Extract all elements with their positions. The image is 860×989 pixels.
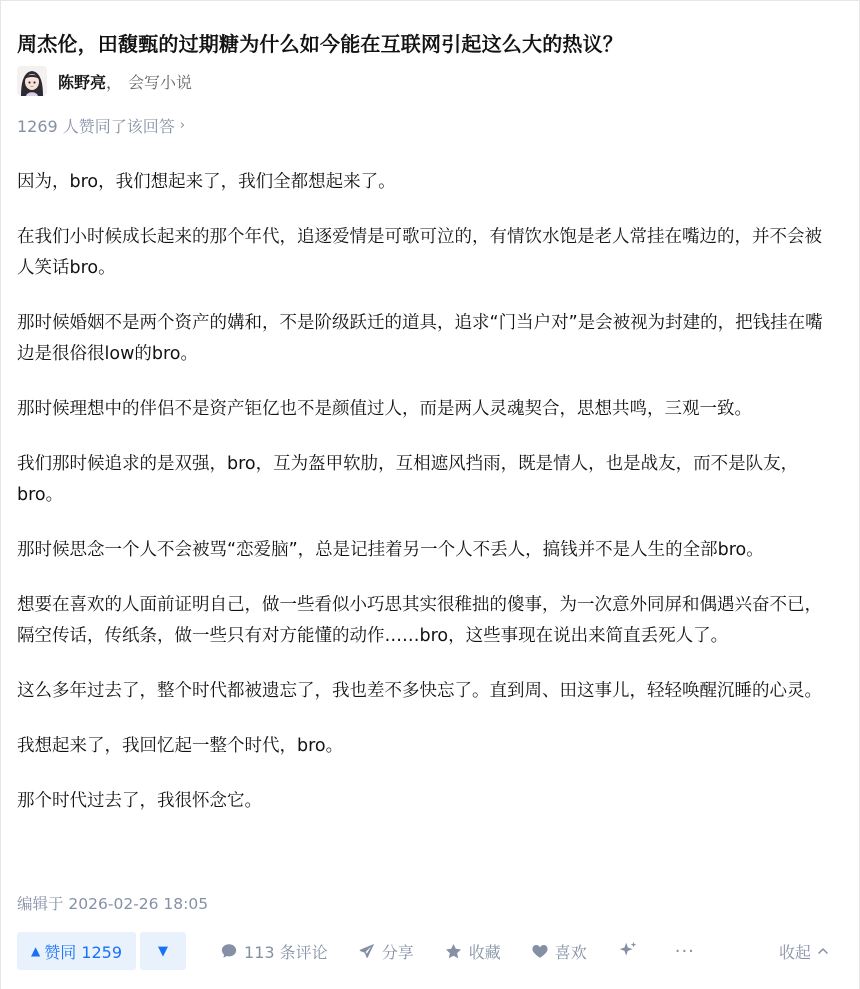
answer-paragraph: 那时候婚姻不是两个资产的媾和，不是阶级跃迁的道具，追求“门当户对”是会被视为封建的，把钱挂在嘴边是很俗很low的bro。 [17, 313, 823, 364]
chevron-up-icon [817, 945, 829, 957]
answer-content [17, 167, 829, 841]
author-info [17, 65, 192, 97]
author-name[interactable]: 陈野亮 [58, 72, 107, 92]
answer-paragraph: 那时候思念一个人不会被骂“恋爱脑”，总是记挂着另一个人不丢人，搞钱并不是人生的全部bro。 [17, 540, 764, 560]
upvote-button[interactable] [17, 932, 136, 970]
chevron-right-icon: › [179, 118, 186, 133]
more-options-button[interactable]: ··· [674, 940, 695, 962]
star-icon [444, 942, 463, 961]
favorite-button[interactable] [444, 940, 501, 963]
voters-count-text: 1269 人赞同了该回答 [17, 117, 175, 136]
collapse-label: 收起 [778, 942, 811, 962]
comments-label: 113 条评论 [244, 942, 328, 962]
edited-time[interactable]: 编辑于 2026-02-26 18:05 [17, 895, 209, 913]
comments-button[interactable] [220, 940, 328, 963]
comment-bubble-icon [220, 942, 238, 960]
downvote-button[interactable] [140, 932, 186, 970]
answer-paragraph: 那时候理想中的伴侣不是资产钜亿也不是颜值过人，而是两人灵魂契合，思想共鸣，三观一致。 [17, 399, 752, 419]
author-bio: 会写小说 [128, 72, 193, 92]
author-separator: ， [106, 72, 123, 92]
answer-paragraph: 我们那时候追求的是双强，bro，互为盔甲软肋，互相遮风挡雨，既是情人，也是战友，而不是队友，bro。 [17, 454, 799, 505]
favorite-label: 收藏 [468, 942, 501, 962]
triangle-up-icon: ▲ [31, 944, 41, 958]
share-label: 分享 [381, 942, 414, 962]
question-title[interactable]: 周杰伦，田馥甄的过期糖为什么如今能在互联网引起这么大的热议？ [17, 32, 623, 56]
answer-paragraph: 在我们小时候成长起来的那个年代，追逐爱情是可歌可泣的，有情饮水饱是老人常挂在嘴边的，并不会被人笑话bro。 [17, 227, 822, 278]
upvote-label: 赞同 1259 [44, 942, 123, 962]
answer-paragraph: 我想起来了，我回忆起一整个时代，bro。 [17, 736, 344, 756]
like-button[interactable] [531, 940, 587, 963]
answer-paragraph: 那个时代过去了，我很怀念它。 [17, 791, 262, 811]
answer-paragraph: 因为，bro，我们想起来了，我们全都想起来了。 [17, 172, 396, 192]
avatar-illustration-icon [17, 66, 47, 96]
author-avatar[interactable] [17, 66, 47, 96]
like-label: 喜欢 [554, 942, 587, 962]
heart-icon [531, 942, 549, 960]
paper-plane-icon [358, 942, 376, 960]
answer-paragraph: 想要在喜欢的人面前证明自己，做一些看似小巧思其实很稚拙的傻事，为一次意外同屏和偶遇兴奋不已，隔空传话，传纸条，做一些只有对方能懂的动作……bro，这些事现在说出来简直丢死人了。 [17, 595, 822, 646]
answer-paragraph: 这么多年过去了，整个时代都被遗忘了，我也差不多快忘了。直到周、田这事儿，轻轻唤醒沉睡的心灵。 [17, 681, 822, 701]
collapse-button[interactable] [779, 940, 829, 963]
share-button[interactable] [358, 940, 414, 963]
action-bar [17, 931, 829, 971]
ai-button[interactable] [617, 940, 645, 962]
voters-link[interactable] [17, 114, 185, 137]
sparkle-icon [617, 940, 639, 962]
triangle-down-icon: ▼ [158, 943, 169, 959]
